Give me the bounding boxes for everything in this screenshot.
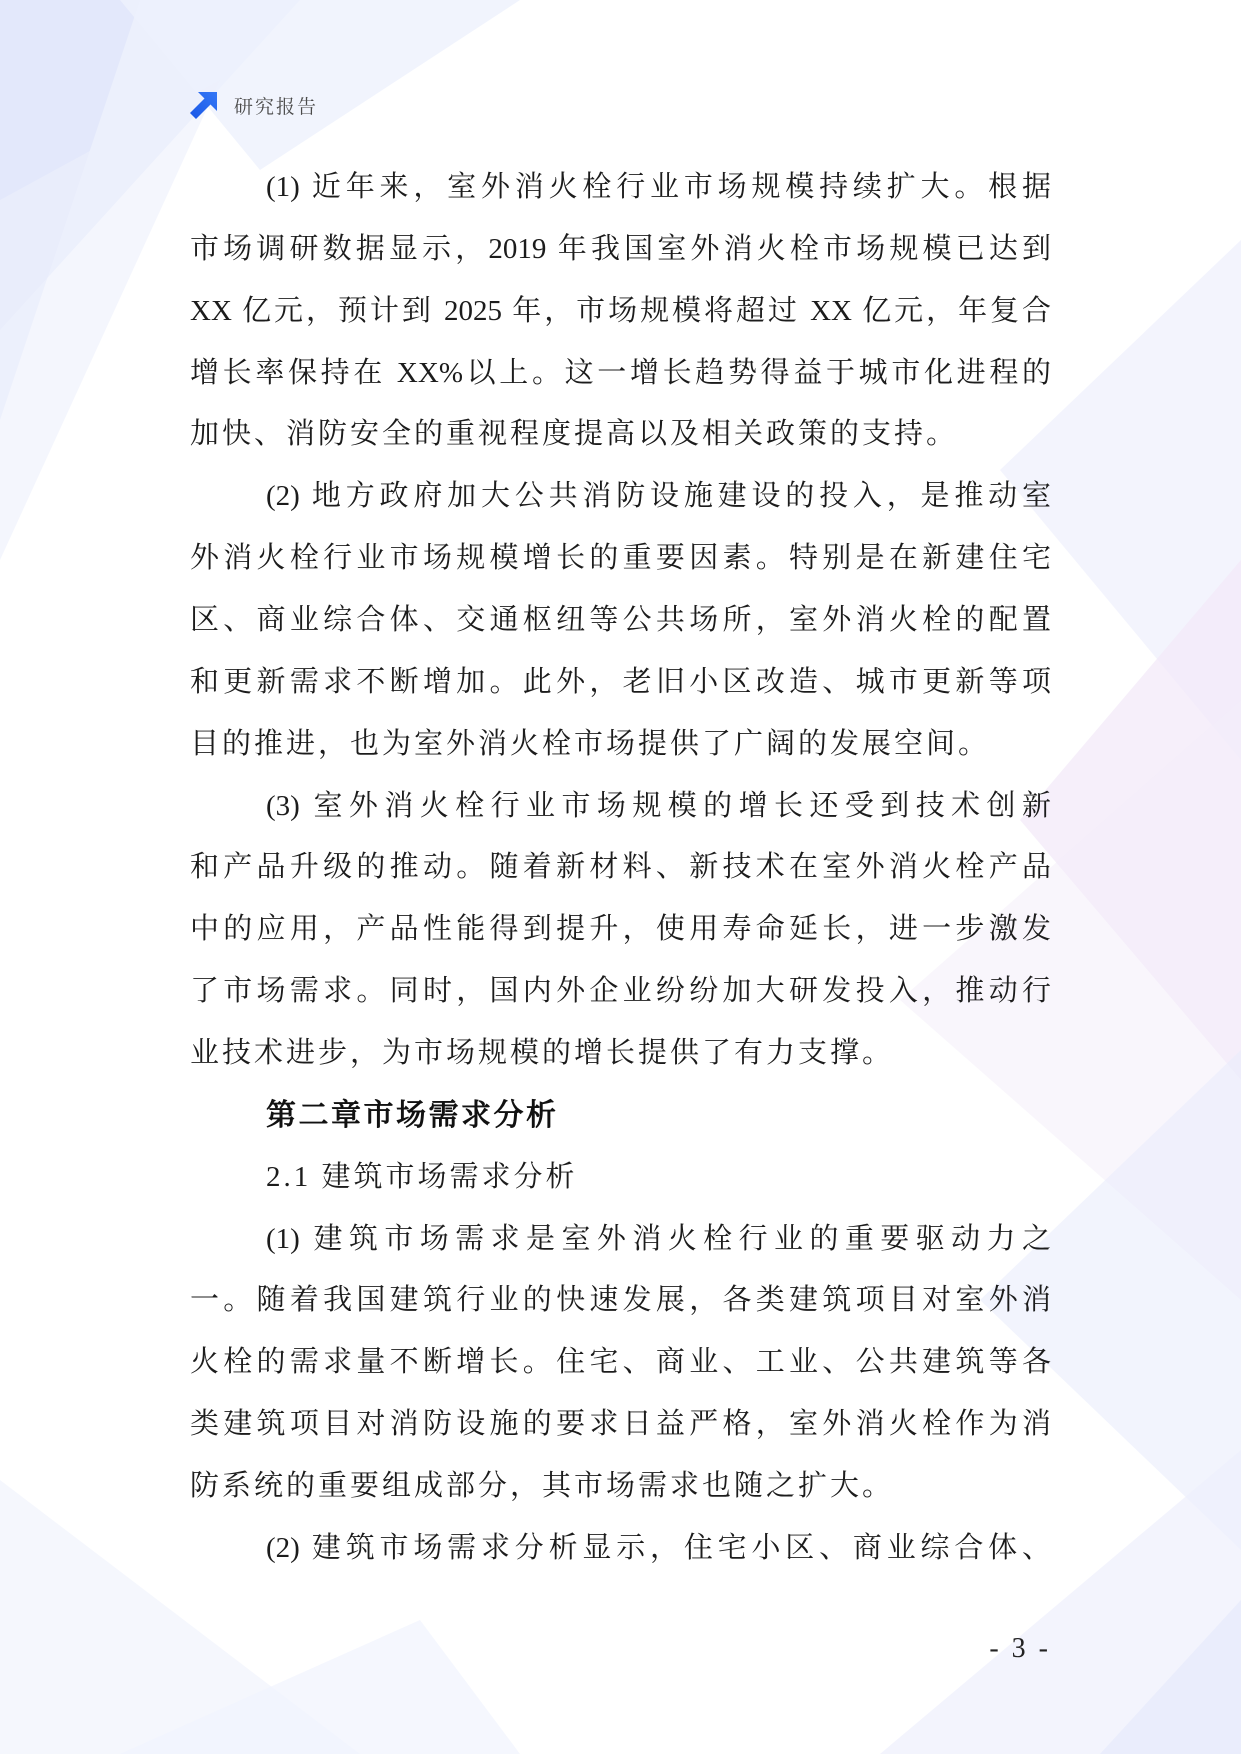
- arrow-up-right-icon: [188, 89, 220, 121]
- paragraph-line: 业技术进步，为市场规模的增长提供了有力支撑。: [190, 1037, 895, 1070]
- paragraph-line: 区、商业综合体、交通枢纽等公共场所，室外消火栓的配置: [190, 604, 1051, 637]
- page-number: - 3 -: [989, 1633, 1051, 1664]
- paragraph-line: 一。随着我国建筑行业的快速发展，各类建筑项目对室外消: [190, 1284, 1051, 1317]
- paragraph-line: (1) 建筑市场需求是室外消火栓行业的重要驱动力之: [266, 1222, 1051, 1255]
- paragraph-line: 增长率保持在 XX%以上。这一增长趋势得益于城市化进程的: [190, 356, 1051, 389]
- header-label: 研究报告: [234, 96, 319, 118]
- paragraph-line: 和更新需求不断增加。此外，老旧小区改造、城市更新等项: [190, 665, 1051, 698]
- paragraph: [190, 466, 1051, 775]
- paragraph: [190, 1209, 1051, 1518]
- paragraph: [190, 157, 1051, 466]
- paragraph-line: (2) 建筑市场需求分析显示，住宅小区、商业综合体、: [266, 1531, 1051, 1564]
- paragraph-line: 类建筑项目对消防设施的要求日益严格，室外消火栓作为消: [190, 1408, 1051, 1441]
- paragraph-line: 目的推进，也为室外消火栓市场提供了广阔的发展空间。: [190, 727, 991, 760]
- paragraph-line: 加快、消防安全的重视程度提高以及相关政策的支持。: [190, 418, 959, 451]
- paragraph-line: XX 亿元，预计到 2025 年，市场规模将超过 XX 亿元，年复合: [190, 294, 1051, 327]
- section-heading: 2.1 建筑市场需求分析: [266, 1160, 578, 1193]
- paragraph-line: (3) 室外消火栓行业市场规模的增长还受到技术创新: [266, 789, 1051, 822]
- chapter-heading: 第二章市场需求分析: [266, 1098, 559, 1132]
- paragraph-line: 和产品升级的推动。随着新材料、新技术在室外消火栓产品: [190, 851, 1051, 884]
- paragraph-line: (2) 地方政府加大公共消防设施建设的投入，是推动室: [266, 480, 1051, 513]
- paragraph-line: 火栓的需求量不断增长。住宅、商业、工业、公共建筑等各: [190, 1346, 1051, 1379]
- document-body: [190, 157, 1051, 1580]
- paragraph: [190, 776, 1051, 1085]
- paragraph-line: 市场调研数据显示，2019 年我国室外消火栓市场规模已达到: [190, 232, 1051, 265]
- paragraph-line: (1) 近年来，室外消火栓行业市场规模持续扩大。根据: [266, 171, 1051, 203]
- paragraph-line: 了市场需求。同时，国内外企业纷纷加大研发投入，推动行: [190, 975, 1051, 1008]
- paragraph: [190, 1518, 1051, 1580]
- report-header: [188, 89, 318, 121]
- paragraph-line: 外消火栓行业市场规模增长的重要因素。特别是在新建住宅: [190, 542, 1051, 575]
- paragraph-line: 中的应用，产品性能得到提升，使用寿命延长，进一步激发: [190, 913, 1051, 946]
- paragraph-line: 防系统的重要组成部分，其市场需求也随之扩大。: [190, 1470, 895, 1503]
